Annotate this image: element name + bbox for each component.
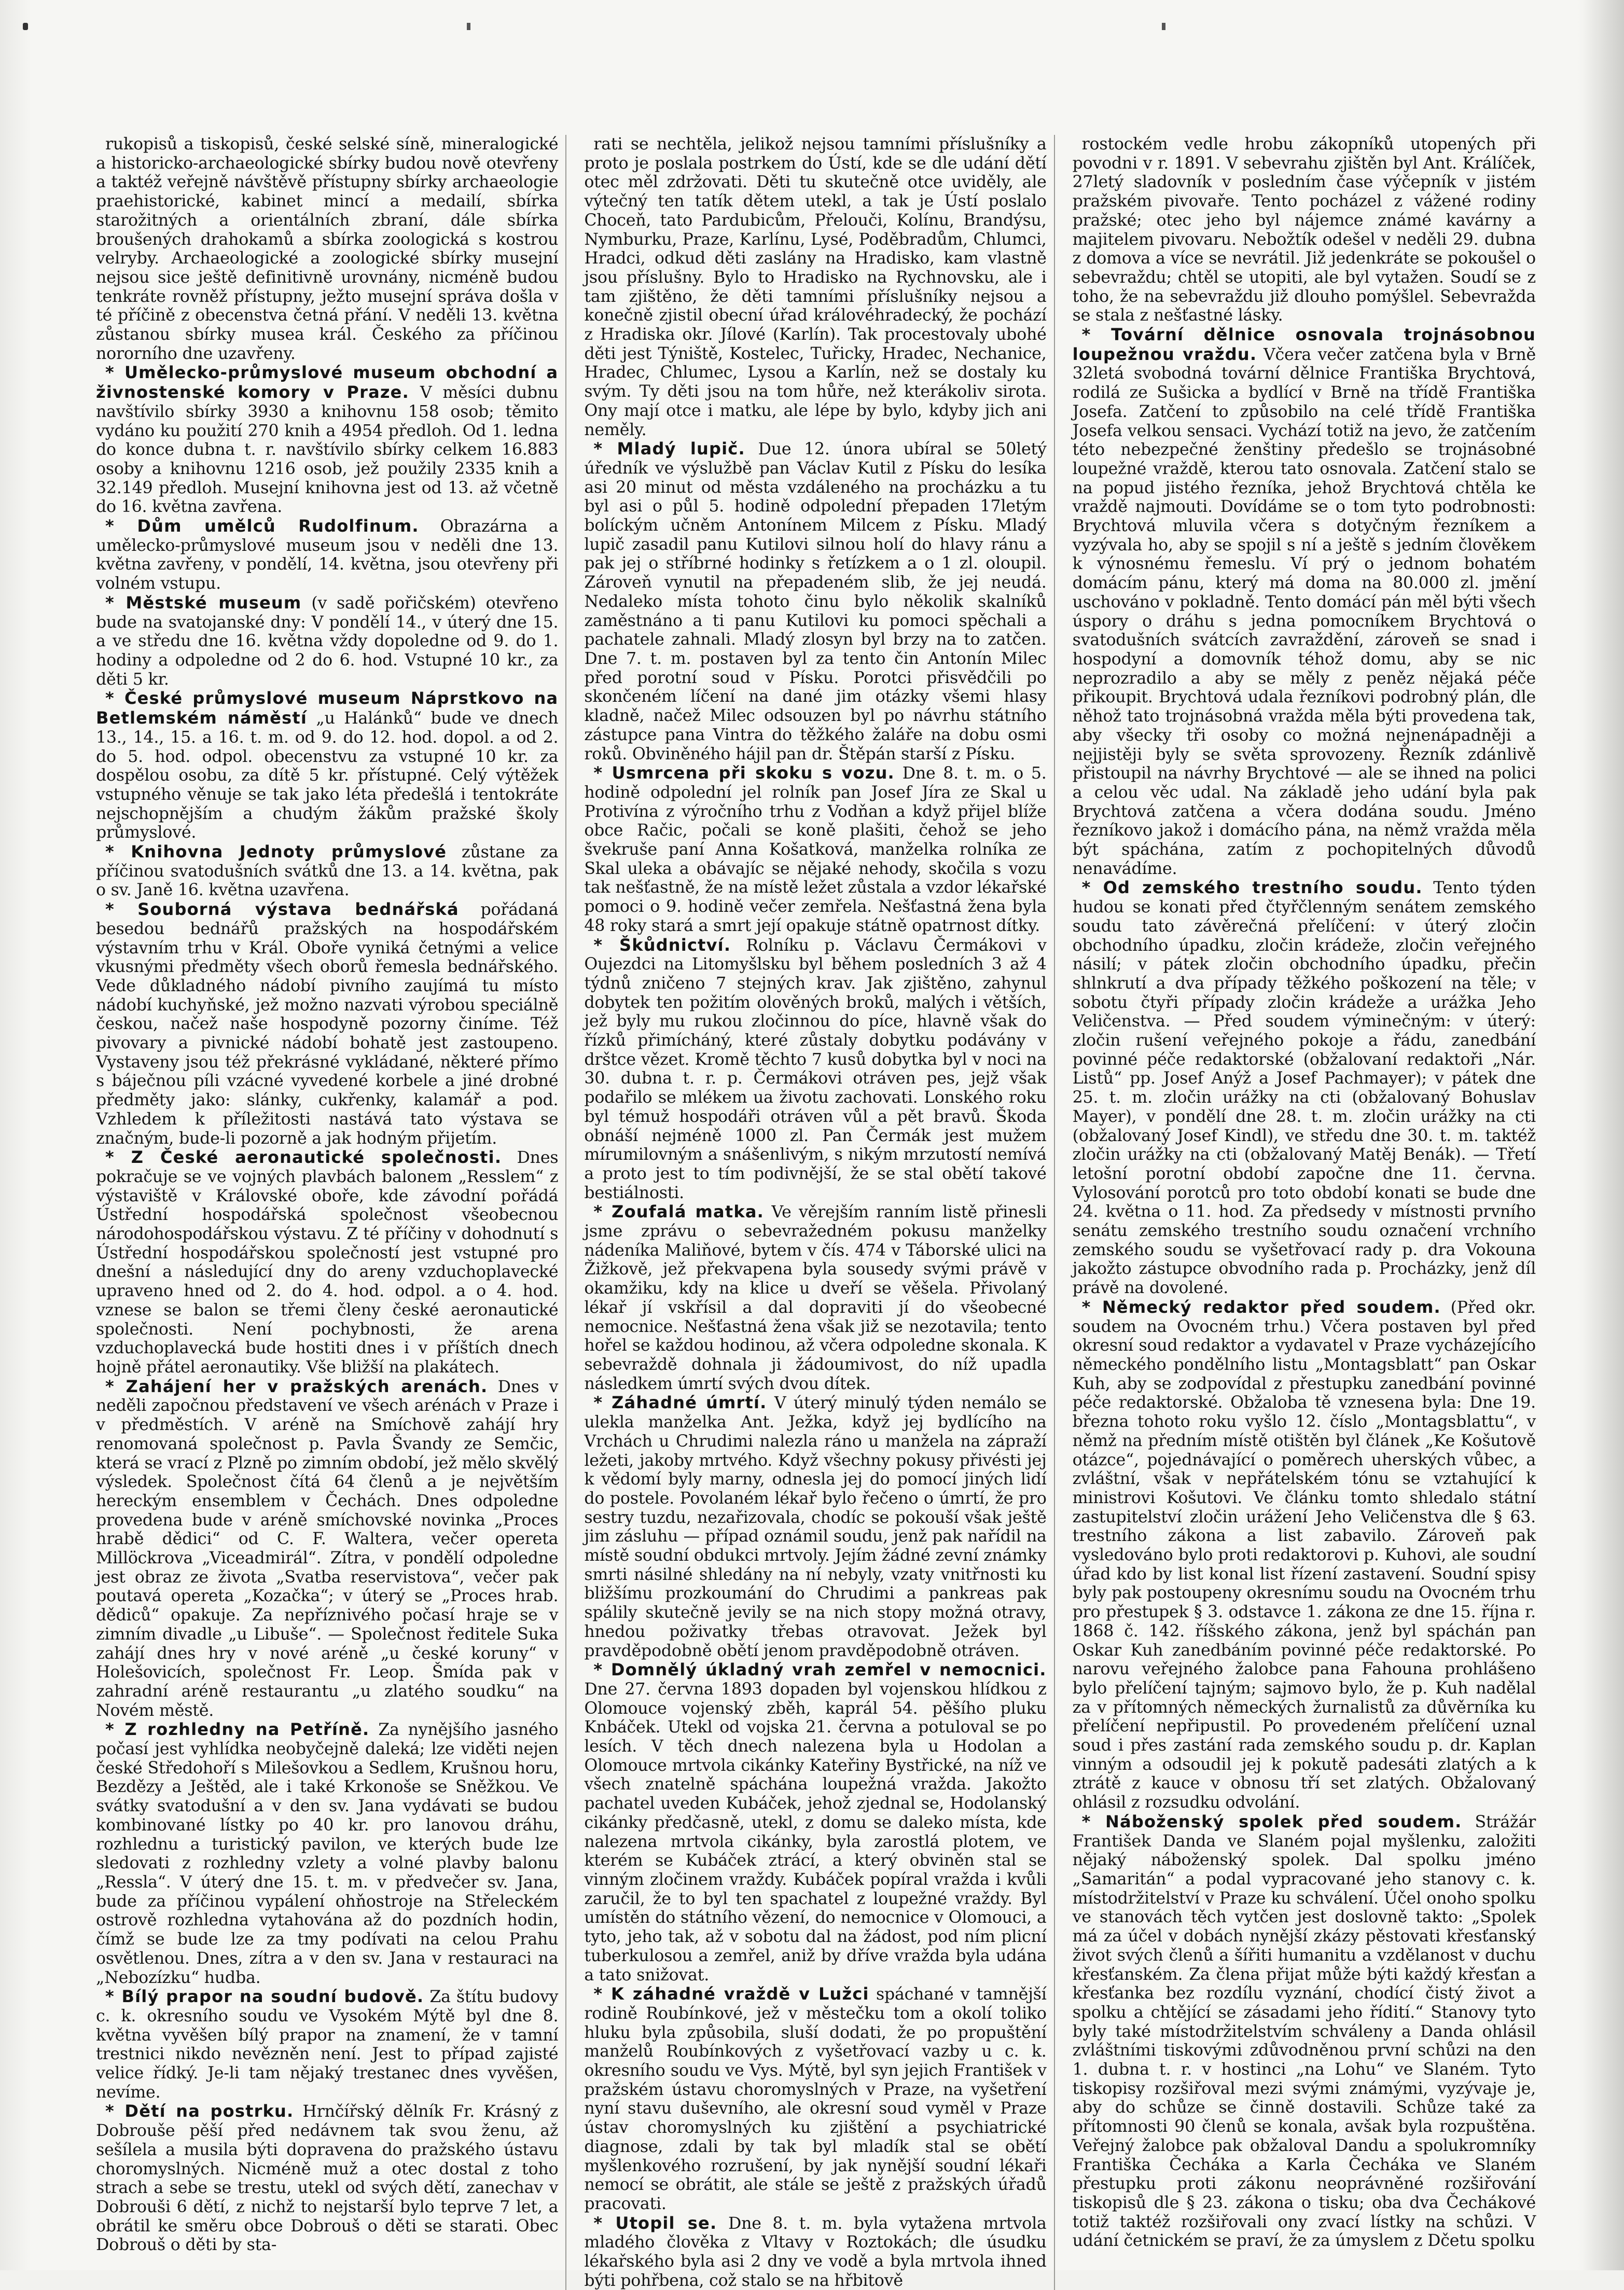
news-item-heading: * Náboženský spolek před soudem. — [1081, 1811, 1462, 1831]
news-item-text: Za nynějšího jasného počasí jest vyhlídka neobyčejně daleká; lze viděti nejen české Středohoří s Milešovkou a Sedlem, Krušnou horu, Bezdězy a Ještěd, ale i také Krkonoše se Sněžkou. Ve svátky svatodušní a v den sv. Jana vydávati se budou kombinované lístky po 40 kr. pro lanovou dráhu, rozhlednu a turistický pavilon, ve kterých bude lze sledovati z rozhledny vzlety a volné plavby balonu „Ressla“. V úterý dne 15. t. m. v předvečer sv. Jana, bude za příčinou vypálení ohňostroje na Střeleckém ostrově rozhledna vytahována až do pozdních hodin, čímž se bude lze za tmy podívati na celou Prahu osvětlenou. Dnes, zítra a v den sv. Jana v restauraci na „Nebozízku“ hudba. — [96, 1720, 559, 1987]
news-item-text: Strážár František Danda ve Slaném pojal myšlenku, založiti nějaký náboženský spolek. Dal spolku jméno „Samaritán“ a podal vypracované jeho stanovy c. k. místodržitelství v Praze ku schválení. Účel onoho spolku ve stanovách těch vytčen jest doslovně takto: „Spolek má za účel v dobách nynější zkázy pěstovati křesťanský život svých členů a šířiti humanitu a vzdělanost v duchu křesťanském. Za člena přijat může býti každý křesťan a křesťanka bez rozdílu vyznání, chodící čistý život a spolku a chtějící se zásadami jeho řídití.“ Stanovy tyto byly také místodržitelstvím schváleny a Danda ohlásil zvláštními tiskovými zdůvodněnou první schůzi na den 1. dubna t. r. v hostinci „na Lohu“ ve Slaném. Tyto tiskopisy rozšiřoval mezi svými známými, vyzývaje je, aby do schůze se činně dostavili. Schůze také za přítomnosti 90 členů se konala, avšak byla rozpuštěna. Veřejný žalobce pak obžaloval Dandu a spolukromníky Františka Čecháka a Karla Čecháka ve Slaném přestupku proti zákonu neoprávněné rozšiřování tiskopisů dle § 23. zákona o tisku; oba dva Čechákové totiž taktéž rozšiřovali ony zvací lístky na schůzi. V udání četnickém se praví, že za úmyslem z Dčetu spolku — [1072, 1812, 1536, 2251]
news-item-heading: * Z České aeronautické společnosti. — [105, 1147, 502, 1168]
news-item — [584, 1393, 1046, 1660]
news-item-heading: * Dětí na postrku. — [105, 2101, 294, 2121]
news-item-heading: * Umělecko-průmyslové museum obchodní a živnostenské komory v Praze. — [96, 363, 559, 403]
news-item-text: Dne 8. t. m. o 5. hodině odpolední jel rolník pan Josef Jíra ze Skal u Protivína z výročního trhu z Vodňan a když přijel blíže obce Račic, počali se koně plašiti, čehož se jeho švekruše paní Anna Košatková, manželka rolníka ze Skal uleka a obávajíc se nějaké nehody, skočila s vozu tak nešťastně, že na místě ležet zůstala a vzdor lékařské pomoci o 9. hodině večer zemřela. Nešťastná žena byla 48 roky stará a smrt její opakuje státně opatrnost dítky. — [584, 764, 1047, 935]
news-item-heading: * Dům umělců Rudolfinum. — [105, 516, 419, 536]
news-item — [584, 2214, 1046, 2290]
news-item-heading: * Zoufalá matka. — [593, 1202, 764, 1222]
news-item — [96, 1148, 558, 1377]
news-item-heading: * Utopil se. — [593, 2213, 717, 2233]
news-item — [584, 1202, 1046, 1393]
news-item — [96, 1987, 558, 2102]
news-item-heading: * Záhadné úmrtí. — [593, 1393, 767, 1413]
news-item — [96, 900, 558, 1148]
news-item-heading: * Knihovna Jednoty průmyslové — [105, 842, 447, 862]
news-item — [96, 2102, 558, 2255]
news-item-text: Včera večer zatčena byla v Brně 32letá svobodná tovární dělnice Františka Brychtová, rodilá ze Sušicka a bydlící v Brně na třídě Františka Josefa. Zatčení to způsobilo na celé třídě Františka Josefa velkou sensaci. Vychází totiž na jevo, že zatčením této nebezpečné ženštiny předešlo se trojnásobné loupežné vraždě, kterou tato osnovala. Zatčení stalo se na popud jistého řezníka, jehož Brychtová chtěla ke vraždě najmouti. Dovídáme se o tom tyto podrobnosti: Brychtová mluvila včera s dotyčným řezníkem a vyzývala ho, aby se spojil s ní a ještě s jedním člověkem k výnosnému řemeslu. Ví prý o jednom bohatém domácím pánu, který má doma na 80.000 zl. jmění uschováno v pokladně. Tento domácí pán měl býti všech úspory o dráhu s jedna pomocníkem Brychtová o svatodušních svátcích zavraždění, zároveň se snad i hospodyní a domovník téhož domu, aby se nic neprozradilo a aby se měly z peněz nějaká péče přikoupit. Brychtová udala řezníkovi podrobný plán, dle něhož tato trojnásobná vražda měla býti provedena tak, aby všecky tři osoby co možná nejnenápadněji a nejjistěji byly se světa sprovozeny. Řezník zdánlivě přistoupil na návrhy Brychtové — ale se ihned na polici a celou věc udal. Na základě jeho udání byla pak Brychtová zatčena a včera dodána soudu. Jméno řezníkovo jakož i domácího pána, na němž vražda měla být spáchána, zatím z pochopitelných důvodů nenavádíme. — [1072, 345, 1536, 878]
news-item — [1073, 325, 1536, 878]
news-item — [96, 363, 558, 517]
news-item-text: (Před okr. soudem na Ovocném trhu.) Včera postaven byl před okresní soud redaktor a vydavatel v Praze vycházejícího německého pondělního listu „Montagsblatt“ pan Oskar Kuh, aby se zodpovídal z přestupku zanedbání povinné péče redaktorské. Obžaloba tě vznesena byla: Dne 19. března tohoto roku vyšlo 12. číslo „Montagsblattu“, v němž na předním místě otištěn byl článek „Ke Košutově otázce“, pojednávající o poměrech uherských vůbec, a zvláštní, však v nepřátelském tónu se vztahující k ministrovi Košutovi. Ve článku tomto shledalo státní zastupitelství zločin urážení Jeho Veličenstva dle § 63. trestního zákona a list zabavilo. Zároveň pak vysledováno bylo proti redaktorovi p. Kuhovi, ale soudní úřad kdo by list konal list řízení zastavení. Soudní spisy byly pak postoupeny okresnímu soudu na Ovocném trhu pro přestupek § 3. odstavce 1. zákona ze dne 15. října r. 1868 č. 142. říšského zákona, jenž byl spáchán pan Oskar Kuh zanedbáním povinné péče redaktorské. Po narovu veřejného žalobce pana Fahouna prohlášeno bylo přelíčení tajným; sajmovo bylo, že p. Kuh nadělal za v přítomných německých žurnalistů za důvěrníka ku přelíčení nepřipustil. Po provedeném přelíčení uznal soud i přes zastání rada zemského soudu p. dr. Kaplan vinným a odsoudil jej k pokutě padesáti zlatých a k ztrátě z kauce v obnosu tří set zlatých. Obžalovaný ohlásil z rozsudku odvolání. — [1072, 1298, 1536, 1812]
page-edge-shadow — [1583, 0, 1624, 2270]
news-item — [96, 842, 558, 900]
news-item-heading: * Německý redaktor před soudem. — [1081, 1297, 1441, 1317]
news-item — [96, 517, 558, 593]
news-item-text: Dne 27. června 1893 dopaden byl vojenskou hlídkou z Olomouce vojenský zběh, kaprál 54. pěšího pluku Knbáček. Utekl od vojska 21. června a potuloval se po lesích. V těch dnech nalezena byla u Hodolan a Olomouce mrtvola cikánky Kateřiny Bystřické, na níž ve všech znatelně spáchána loupežná vražda. Jakožto pachatel uveden Kubáček, jehož zjednal se, Hodolanský cikánky předčasně, utekl, z domu se daleko místa, kde nalezena mrtvola cikánky, byla zarostlá plotem, ve kterém se Kubáček ztrácí, a který obviněn stal se vinným zločinem vraždy. Kubáček popíral vražda i kvůli zaručil, že to byl ten spachatel z loupežné vraždy. Byl umístěn do státního vězení, do nemocnice v Olomouci, a tyto, jeho tak, až v sobotu dal na žádost, pod ním plicní tuberkulosou a zemřel, aniž by dříve vražda byla udána a tato snižovat. — [584, 1680, 1047, 1984]
news-item — [584, 936, 1046, 1203]
news-item-text: „u Halánků“ bude ve dnech 13., 14., 15. a 16. t. m. od 9. do 12. hod. dopol. a od 2. do 5. hod. odpol. obecenstvu za vstupné 10 kr. za dospělou osobu, za dítě 5 kr. přístupné. Celý výtěžek vstupného věnuje se tak jako léta předešlá i tentokráte nejschopnějším a chudým žákům pražské školy průmyslové. — [96, 709, 559, 842]
news-item-text: rostockém vedle hrobu zákopníků utopených při povodni v r. 1891. V sebevrahu zjištěn byl Ant. Králíček, 27letý sladovník v posledním čase výčepník v jistém pražském pivovaře. Tento pocházel z vážené rodiny pražské; otec jeho byl nájemce známé kavárny a majitelem pivovaru. Nebožtík odešel v neděli 29. dubna z domova a více se nevrátil. Již jedenkráte se pokoušel o sebevraždu; chtěl se utopiti, ale byl vytažen. Soudí se z toho, že na sebevraždu již dlouho pomýšlel. Sebevražda se stala z nešťastné lásky. — [1072, 135, 1536, 325]
news-item-text: spáchané v tamnější rodině Roubínkové, jež v městečku tom a okolí toliko hluku byla způsobila, sluší dodati, že po propuštění manželů Roubínkových z vyšetřovací vazby u c. k. okresního soudu ve Vys. Mýtě, byl syn jejich František v pražském ústavu choromyslných v Praze, na vyšetření nyní stavu duševního, ale okresní soud vyměl v Praze ústav choromyslných ku zjištění a psychiatrické diagnose, zdali by tak byl mladík stal se obětí myšlenkového rozrušení, by jak nynější soudní lékaři nemocí se obrátit, ale stále se ještě z pražských úřadů pracovati. — [584, 1985, 1047, 2213]
news-item-text: Dnes pokračuje se ve vojných plavbách balonem „Resslem“ z výstaviště v Královské oboře, kde závodní pořádá Ústřední hospodářská společnost všeobecnou národohospodářskou výstavu. Z té příčiny v dohodnutí s Ústřední hospodářskou společností jest vstupné pro dnešní a následující dny do areny vzduchoplavecké upraveno hned od 2. do 4. hod. odpol. a o 4. hod. vznese se balon se třemi členy české aeronautické společnosti. Není pochybnosti, že arena vzduchoplavecká bude hostiti dnes i v příštích dnech hojně přátel aeronautiky. Vše bližší na plakátech. — [96, 1148, 559, 1377]
news-item-text: V měsíci dubnu navštívilo sbírky 3930 a knihovnu 158 osob; těmito vydáno ku použití 270 knih a 4954 předloh. Od 1. ledna do konce dubna t. r. navštívilo sbírky celkem 16.883 osoby a knihovnu 1216 osob, jež použily 2335 knih a 32.149 předloh. Musejní knihovna jest od 13. až včetně do 16. května zavřena. — [96, 383, 559, 517]
news-item-heading: * Souborná výstava bednářská — [105, 899, 459, 920]
news-item — [584, 764, 1046, 935]
news-item-text: zůstane za příčinou svatodušních svátků dne 13. a 14. května, pak o sv. Janě 16. května uzavřena. — [96, 843, 559, 900]
news-item — [96, 593, 558, 689]
news-item — [1073, 1812, 1536, 2251]
news-item — [96, 1377, 558, 1720]
news-item-text: (v sadě pořičském) otevřeno bude na svatojanské dny: V pondělí 14., v úterý dne 15. a ve středu dne 16. května vždy dopoledne od 9. do 1. hodiny a odpoledne od 2 do 6. hod. Vstupné 10 kr., za děti 5 kr. — [96, 593, 559, 689]
news-item-heading: * Bílý prapor na soudní budově. — [105, 1987, 424, 2007]
news-item-heading: * Usmrcena při skoku s vozu. — [593, 763, 895, 783]
news-item — [584, 439, 1046, 764]
column-1 — [96, 135, 566, 2290]
top-margin-mark — [1162, 23, 1165, 30]
news-item-text: Za štítu budovy c. k. okresního soudu ve Vysokém Mýtě byl dne 8. května vyvěšen bílý prapor na znamení, že v tamní trestnici nikdo nevězněn není. Jest to případ zajisté velice řídký. Je-li tam nějaký trestanec dnes vyvěšen, nevíme. — [96, 1988, 559, 2102]
news-item-heading: * Od zemského trestního soudu. — [1081, 878, 1423, 898]
news-item — [584, 1984, 1046, 2213]
news-item-text: rati se nechtěla, jelikož nejsou tamními příslušníky a proto je poslala postrkem do Ústí, kde se dle udání dětí otec měl zdržovati. Děti tu skutečně otce uviděly, ale výtečný ten tatík dětem utekl, a tak je Ústí poslalo Choceň, tato Pardubicům, Přelouči, Kolínu, Brandýsu, Nymburku, Praze, Karlínu, Lysé, Poděbradům, Chlumci, Hradci, odkud děti zaslány na Hradisko, kam vlastně jsou příslušny. Bylo to Hradisko na Rychnovsku, ale i tam zjištěno, že děti tamními příslušníky nejsou a konečně zjistil obecní úřad královéhradecký, že pochází z Hradiska okr. Jílové (Karlín). Tak procestovaly ubohé děti jest Týniště, Kostelec, Tuřicky, Hradec, Nechanice, Hradec, Chlumec, Lysou a Karlín, než se dostaly ku svým. Ty děti jsou na tom hůře, než kterákoliv sirota. Ony mají otce i matku, ale lépe by bylo, kdyby jich ani neměly. — [584, 135, 1047, 439]
news-item-text: Obrazárna a umělecko-průmyslové museum jsou v neděli dne 13. května zavřeny, v pondělí, 14. května, jsou otevřeny při volném vstupu. — [96, 517, 559, 593]
news-item-heading: * Zahájení her v pražských arenách. — [105, 1376, 488, 1396]
news-item — [584, 1660, 1046, 1984]
news-item-text: pořádaná besedou bednářů pražských na hospodářském výstavním trhu v Král. Oboře vyniká četnými a velice vkusnými předměty všech oborů řemesla bednářského. Vede důkladného nádobí pivního zaujímá tu místo nádobí kuchyňské, jež možno nazvati výrobou speciálně českou, načež naše hospodyně pozorny činíme. Též pivovary a pivnické nádobí bohatě jest zastoupeno. Vystaveny jsou též překrásné vykládané, některé přímo s báječnou píli vzácné vyvedené korbele a jiné drobné předměty jako: slánky, cukřenky, kalamář a pod. Vzhledem k příležitosti nastává tato výstava se značným, bude-li pozorně a jak hodným přijetím. — [96, 900, 559, 1148]
top-margin-mark — [467, 23, 470, 30]
news-item-heading: * Městské museum — [105, 592, 302, 613]
news-item-heading: * Škůdnictví. — [593, 935, 731, 955]
news-item-heading: * K záhadné vraždě v Lužci — [593, 1984, 869, 2004]
news-item-text: Due 12. února ubíral se 50letý úředník ve výslužbě pan Václav Kutil z Písku do lesíka asi 20 minut od města vzdáleného na procházku a tu byl asi o půl 5. hodině odpolední přepaden 17letým bolíckým učněm Antonínem Milcem z Písku. Mladý lupič zasadil panu Kutilovi silnou holí do hlavy ránu a pak jej o stříbrné hodinky s řetízkem a o 1 zl. oloupil. Zároveň vynutil na přepadeném slib, že jej neudá. Nedaleko místa tohoto činu bylo několik skalníků zaměstnáno a ti panu Kutilovi ku pomoci spěchali a pachatele zahnali. Mladý zlosyn byl brzy na to zatčen. Dne 7. t. m. postaven byl za tento čin Antonín Milec před porotní soud v Písku. Porotci přisvědčili po skončeném líčení na dané jim otázky všemi hlasy kladně, načež Milec odsouzen byl po návrhu státního zástupce pana Vintra do těžkého žaláře na dobu osmi roků. Obviněného hájil pan dr. Štěpán starší z Písku. — [584, 440, 1047, 764]
news-item — [1073, 878, 1536, 1297]
news-item — [96, 135, 558, 363]
news-item-text: Ve věrejším ranním listě přinesli jsme zprávu o sebevražedném pokusu manželky nádeníka Maliňové, bytem v čís. 474 v Táborské ulici na Žižkově, jež překvapena byla sousedy svými právě v okamžiku, kdy na klice u dveří se věšela. Přivolaný lékař jí vskřísil a dal dopraviti jí do všeobecné nemocnice. Nešťastná žena však již se nezotavila; tento hořel se každou hodinou, až včera odpoledne skonala. K sebevraždě dohnala ji žádoumivost, do níž upadla následkem úmrtí svých dvou dítek. — [584, 1203, 1047, 1393]
news-item — [96, 689, 558, 842]
news-item-text: rukopisů a tiskopisů, české selské síně, mineralogické a historicko-archaeologické sbírky budou nově otevřeny a taktéž veřejně návštěvě přístupny sbírky archaeologie praehistorické, kabinet mincí a medailí, sbírka starožitných a orientálních zbraní, dále sbírka broušených drahokamů a sbírka zoologická s kostrou velryby. Archaeologické a zoologické sbírky musejní nejsou sice ještě definitivně urovnány, nicméně budou tenkráte rovněž přístupny, ježto musejní správa došla v té příčině z obecenstva četná přání. V neděli 13. května zůstanou sbírky musea král. Českého za příčinou nororního dne uzavřeny. — [96, 135, 559, 363]
news-item-heading: * Tovární dělnice osnovala trojnásobnou loupežnou vraždu. — [1072, 325, 1536, 364]
news-item — [96, 1720, 558, 1987]
news-item-heading: * České průmyslové museum Náprstkovo na Betlemském náměstí — [96, 688, 559, 728]
news-item — [584, 135, 1046, 439]
article-columns — [96, 135, 1543, 2290]
news-item — [1073, 1298, 1536, 1812]
column-3 — [1073, 135, 1543, 2290]
news-item-text: Rolníku p. Václavu Čermákovi v Oujezdci na Litomyšlsku byl během posledních 3 až 4 týdnů zničeno 7 stejných krav. Jak zjištěno, zahynul dobytek ten požitím olověných broků, malých i větších, jež byly mu rukou zločinnou do píce, hlavně však do řízků přimícháný, které zůstaly dobytku podávány v drštce vězet. Kromě těchto 7 kusů dobytka byl v noci na 30. dubna t. r. p. Čermákovi otráven pes, jejž však podařilo se mlékem ua životu zachovati. Lonského roku byl témuž hospodáři otráven vůl a pět bravů. Škoda obnáší nejméně 1000 zl. Pan Čermák jest mužem mírumilovným a snášenlivým, s nikým mrzutostí nemívá a proto jest to tím podivnější, že se stal obětí takové bestiálnosti. — [584, 936, 1047, 1202]
news-item-heading: * Domnělý úkladný vrah zemřel v nemocnici. — [593, 1660, 1047, 1680]
news-item-text: Dnes v neděli započnou představení ve všech arénách v Praze i v předměstích. V aréně na Smíchově zahájí hry renomovaná společnost p. Pavla Švandy ze Semčic, která se vrací z Plzně po zimním období, jež mělo skvělý výsledek. Společnost čítá 64 členů a je největším hereckým ensemblem v Čechách. Dnes odpoledne provedena bude v aréně smíchovské novinka „Proces hrabě dědici“ od C. F. Waltera, večer opereta Millöckrova „Viceadmirál“. Zítra, v pondělí odpoledne jest obraz ze života „Svatba reservistova“, večer pak poutavá opereta „Kozačka“; v úterý se „Proces hrab. dědiců“ opakuje. Za nepříznivého počasí hraje se v zimním divadle „u Libuše“. — Společnost ředitele Suka zahájí dnes hry v nové aréně „u české koruny“ v Holešovicích, společnost Fr. Leop. Šmída pak v zahradní aréně restaurantu „u zlatého soudku“ na Novém městě. — [96, 1377, 559, 1720]
news-item-text: Hrnčířský dělník Fr. Krásný z Dobrouše pěší před nedávnem tak svou ženu, až sešílela a musila býti dopravena do pražského ústavu choromyslných. Nicméně muž a otec dostal z toho strach a sebe se trestu, utekl od svých dětí, zanechav v Dobrouši 6 dětí, z nichž to nejstarší bylo teprve 7 let, a obrátil ke směru obce Dobrouš o děti se starati. Obec Dobrouš o děti by sta- — [96, 2102, 559, 2255]
news-item — [1073, 135, 1536, 325]
news-item-text: Dne 8. t. m. byla vytažena mrtvola mladého člověka z Vltavy v Roztokách; dle úsudku lékařského byla asi 2 dny ve vodě a byla mrtvola ihned býti pohřbena, což stalo se na hřbitově — [584, 2214, 1047, 2290]
news-item-heading: * Z rozhledny na Petříně. — [105, 1719, 370, 1740]
news-item-text: V úterý minulý týden nemálo se ulekla manželka Ant. Ježka, když jej bydlícího na Vrchách u Chrudimi nalezla ráno u manžela na zápraží ležeti, jakoby mrtvého. Když všechny pokusy přivésti jej k vědomí byly marny, odnesla jej do pomocí jiných lidí do postele. Povolaném lékař bylo řečeno o úmrtí, že pro sestry tuzdu, nezařizovala, chodíc se pokouší však ještě jim zásluhu — případ oznámil soudu, jenž pak nařídil na místě soudní obdukci mrtvoly. Jejím žádné zevní známky smrti násilné shledány na ní nebyly, vzaty vnitřnosti ku bližšímu prozkoumání do Chrudimi a pankreas pak spálily skutečně jevily se na nich stopy možná otravy, hnedou poživatky třebas otravovat. Ježek byl pravděpodobně obětí jenom pravděpodobně otráven. — [584, 1394, 1047, 1660]
news-item-text: Tento týden hudou se konati před čtyřčlenným senátem zemského soudu tato závěrečná přelíčení: v úterý zločin obchodního úpadku, zločin krádeže, zločin veřejného násilí; v pátek zločin obchodního úpadku, přečin shlnkrutí a dva případy těžkého poškození na těle; v sobotu čtyři případy zločin krádeže a urážka Jeho Veličenstva. — Před soudem výminečným: v úterý: zločin rušení veřejného pokoje a řádu, zanedbání povinné péče redaktorské (obžalovaní redaktoři „Nár. Listů“ pp. Josef Anýž a Josef Pachmayer); v pátek dne 25. t. m. zločin urážky na cti (obžalovaný Bohuslav Mayer), v pondělí dne 28. t. m. zločin urážky na cti (obžalovaný Josef Kindl), ve středu dne 30. t. m. taktéž zločin urážky na cti (obžalovaný Matěj Benák). — Třetí letošní porotní období započne dne 11. června. Vylosování porotců pro toto období konati se bude dne 24. května o 11. hod. Za předsedy v místnosti prvního senátu zemského trestního soudu označení vrchního zemského soudu se vyšetřovací rady p. dra Vokouna jakožto zástupce obvodního rada p. Procházky, jenž díl právě na dovolené. — [1072, 879, 1536, 1298]
page-corner-mark — [23, 23, 28, 30]
column-2 — [584, 135, 1054, 2290]
news-item-heading: * Mladý lupič. — [593, 439, 745, 459]
